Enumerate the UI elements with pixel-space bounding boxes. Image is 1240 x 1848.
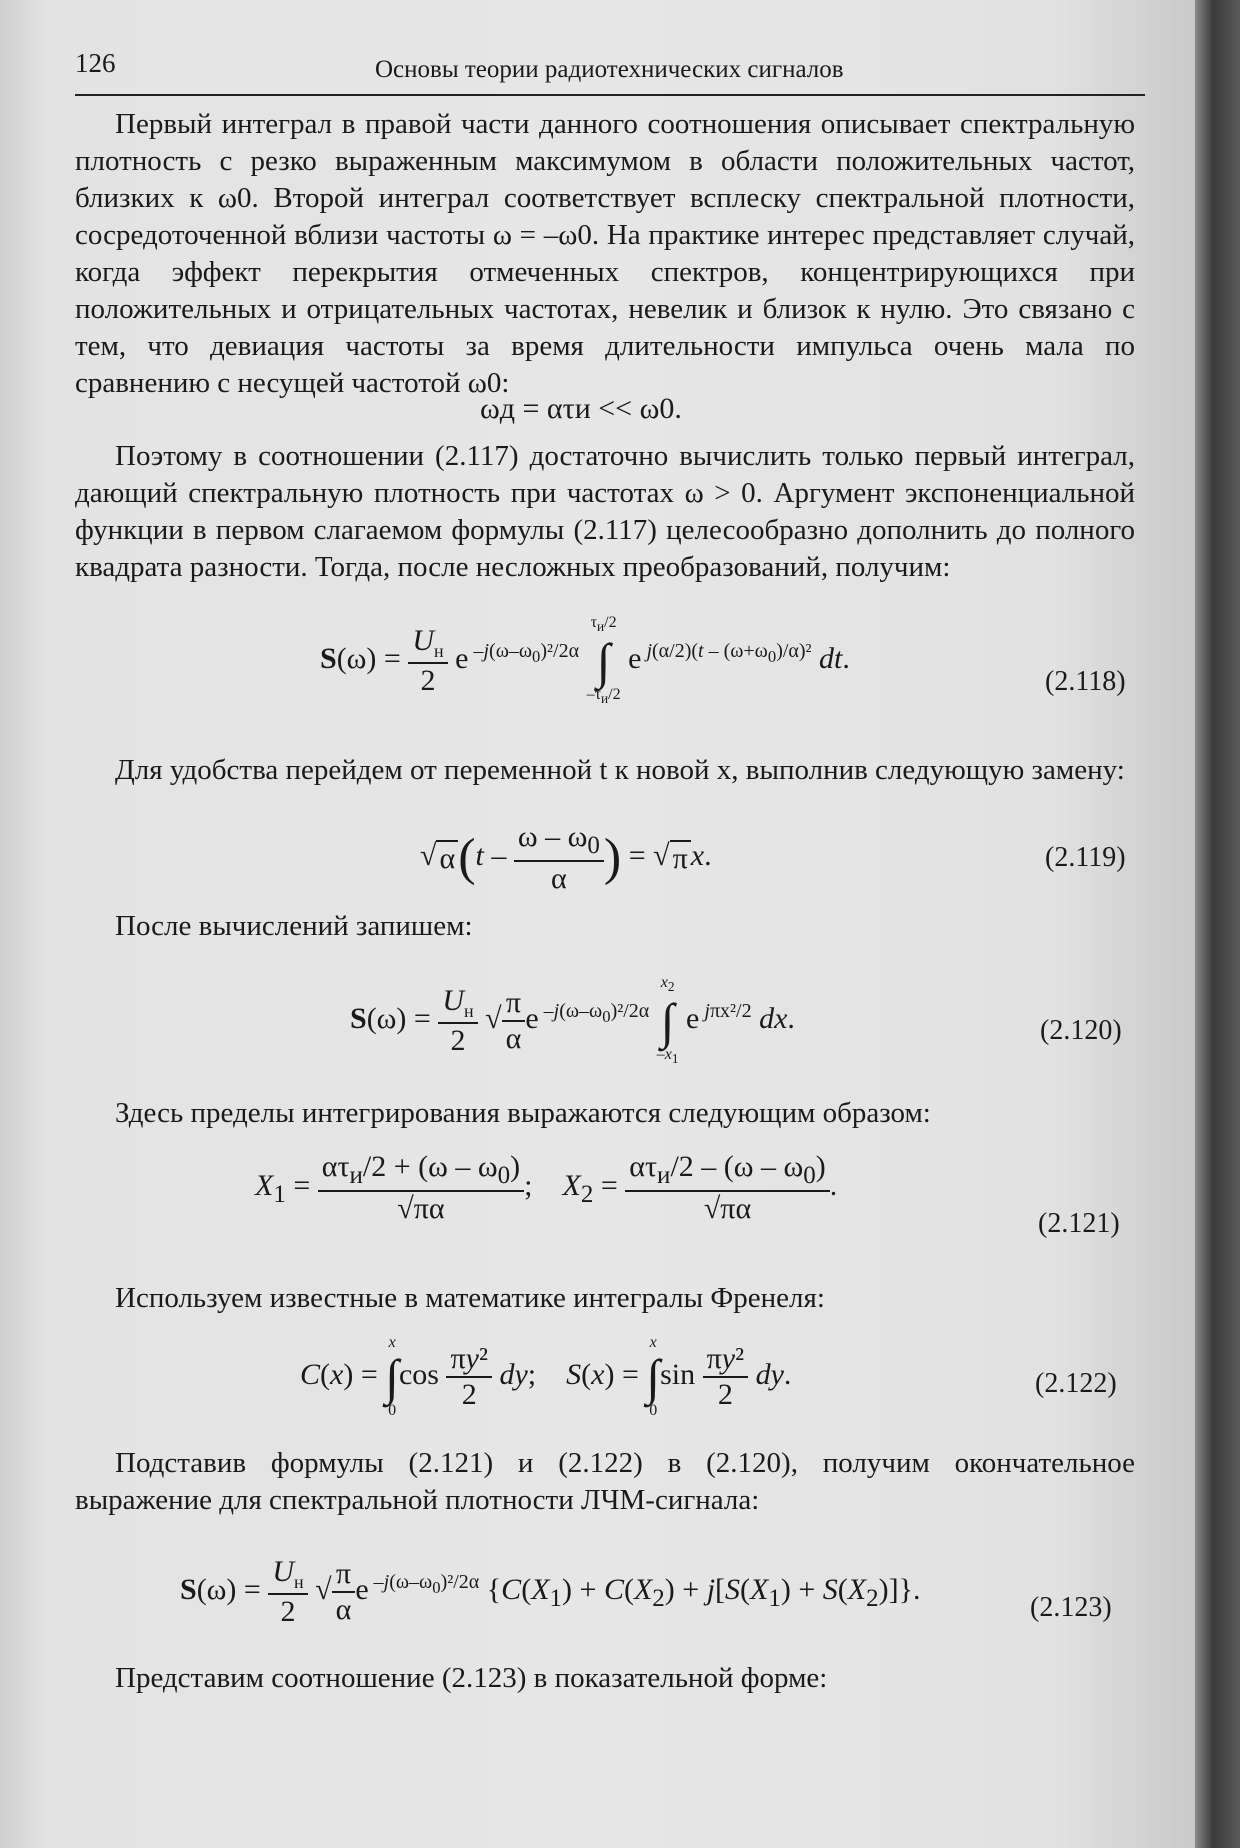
equation-number-2-118: (2.118) (1045, 666, 1126, 697)
page-header (75, 48, 1145, 96)
paragraph-8: Представим соотношение (2.123) в показательной форме: (115, 1662, 828, 1694)
paragraph-1: Первый интеграл в правой части данного соотношения описывает спектральную плотность с резко выраженным максимумом в области положительных частот, близких к ω0. Второй интеграл соответствует всплеску спектральной плотности, сосредоточенной вблизи частоты ω = –ω0. На практике интерес представляет случай, когда эффект перекрытия отмеченных спектров, концентрирующихся при положительных и отрицательных частотах, невелик и близок к нулю. Это связано с тем, что девиация частоты за время длительности импульса очень мала по сравнению с несущей частотой ω0: (75, 108, 1135, 399)
paragraph-6: Используем известные в математике интегралы Френеля: (115, 1282, 825, 1314)
equation-2-119: √ α(t – $\frac{\omega - \omega_0}{\alpha}$ ) = √ π x. (420, 820, 712, 895)
equation-2-122: C(x) = x ∫ 0cos $\frac{\text{πy²}}{2}$ dy; S(x) = x ∫ 0sin $\frac{\text{πy²}}{2}$ dy. (300, 1334, 792, 1419)
equation-number-2-119: (2.119) (1045, 842, 1126, 873)
paragraph-3: Для удобства перейдем от переменной t к новой x, выполнив следующую замену: (115, 754, 1125, 786)
running-title: Основы теории радиотехнических сигналов (375, 56, 844, 83)
equation-number-2-123: (2.123) (1030, 1592, 1112, 1623)
equation-number-2-122: (2.122) (1035, 1368, 1117, 1399)
equation-number-2-120: (2.120) (1040, 1015, 1122, 1046)
equation-2-118: S(ω) = $\frac{U_н}{2}$ e $^{-j(\omega-\omega_0)^2/2\alpha}$ $\tau_и/2$ ∫ $-\tau_и/2$ e $^{j(\alpha/2)(t - (\omega+\omega_0)/\alpha)^2}$ dt. (320, 614, 850, 707)
paragraph-2: Поэтому в соотношении (2.117) достаточно вычислить только первый интеграл, дающий спектральную плотность при частотах ω > 0. Аргумент экспоненциальной функции в первом слагаемом формулы (2.117) целесообразно дополнить до полного квадрата разности. Тогда, после несложных преобразований, получим: (75, 440, 1135, 583)
equation-2-121: $X_1$ = $\frac{\alpha\tau_и/2 + (\omega - \omega_0)}{√\pi\alpha}$ ; $X_2$ = $\frac{\alpha\tau_и/2 - (\omega - \omega_0)}{√\pi\alpha}$ . (255, 1150, 838, 1225)
paragraph-4: После вычислений запишем: (115, 910, 473, 942)
equation-2-123: S(ω) = $\frac{U_н}{2}$ √ $\frac{\pi}{\alpha}$ e $^{-j(\omega-\omega_0)^2/2\alpha}$ $\{C(X_1) + C(X_2) + j[S(X_1) + S(X_2)]\}$. (180, 1555, 921, 1628)
paragraph-5: Здесь пределы интегрирования выражаются следующим образом: (115, 1097, 931, 1129)
equation-2-120: S(ω) = $\frac{U_н}{2}$ √ $\frac{\pi}{\alpha}$ e $^{-j(\omega-\omega_0)^2/2\alpha}$ $x_2$ ∫ $-x_1$ e $^{j\pi x^2/2}$ dx. (350, 974, 795, 1067)
book-spine-shadow (1195, 0, 1240, 1848)
paragraph-7: Подставив формулы (2.121) и (2.122) в (2.120), получим окончательное выражение для спектральной плотности ЛЧМ-сигнала: (75, 1447, 1135, 1516)
equation-deviation: ωд = ατи << ω0. (480, 392, 682, 425)
equation-number-2-121: (2.121) (1038, 1208, 1120, 1239)
page-number: 126 (75, 48, 116, 78)
